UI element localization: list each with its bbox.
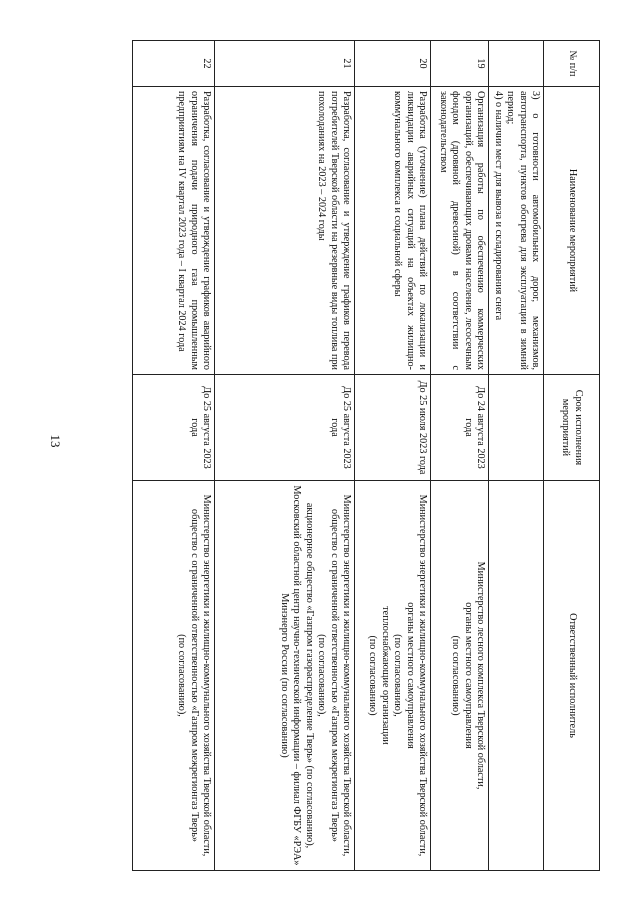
header-name: Наименование мероприятий (544, 87, 600, 375)
row-name: Разработка (уточнение) плана действий по локализации и ликвидации аварийных ситуаций на объектах жилищно-коммунального комплекса и социальной сферы (355, 87, 431, 375)
row-deadline (489, 375, 544, 481)
row-name: Разработка, согласование и утверждение графиков перевода потребителей Тверской области на резервные виды топлива при похолоданиях на 2023 – 2024 годы (215, 87, 355, 375)
row-num: 20 (355, 41, 431, 87)
table-header-row (544, 41, 600, 871)
responsible-line: Московский областной центр научно-технической информации – филиал ФГБУ «РЭА» Минэнерго России (по согласованию) (279, 485, 303, 866)
rotated-landscape-page (140, 40, 600, 870)
responsible-line: (по согласованию), (392, 634, 404, 717)
responsible-line: общество с ограниченной ответственностью «Газпром межрегионгаз Тверь» (328, 509, 340, 842)
row-deadline: До 24 августа 2023 года (431, 375, 489, 481)
responsible-line: (по согласованию), (176, 634, 188, 717)
header-deadline: Срок исполнения мероприятий (544, 375, 600, 481)
row-num: 22 (133, 41, 215, 87)
row-responsible (133, 481, 215, 871)
row-responsible (489, 481, 544, 871)
responsible-line: (по согласованию) (450, 635, 462, 716)
row-deadline: До 25 августа 2023 года (133, 375, 215, 481)
responsible-line: Министерство энергетики и жилищно-коммунального хозяйства Тверской области, (417, 494, 429, 857)
row-name (489, 87, 544, 375)
row-num (489, 41, 544, 87)
row-responsible (215, 481, 355, 871)
header-responsible: Ответственный исполнитель (544, 481, 600, 871)
row-deadline: До 25 августа 2023 года (215, 375, 355, 481)
responsible-line: органы местного самоуправления (462, 602, 474, 749)
row-responsible (355, 481, 431, 871)
name-line: 3) о готовности автомобильных дорог, механизмов, автотранспорта, пунктов обогрева для эксплуатации в зимний период; (505, 91, 541, 370)
row-name: Разработка, согласование и утверждение графиков аварийного ограничения подачи природного газа промышленным предприятиям на IV квартал 2023 года – I квартал 2024 года (133, 87, 215, 375)
row-num: 19 (431, 41, 489, 87)
table-row (133, 41, 215, 871)
table-row (489, 41, 544, 871)
responsible-line: органы местного самоуправления (404, 602, 416, 749)
row-num: 21 (215, 41, 355, 87)
responsible-line: акционерное общество «Газпром газораспределение Тверь» (по согласованию), (303, 502, 315, 849)
responsible-line: теплоснабжающие организации (379, 606, 391, 745)
row-deadline: До 25 июля 2023 года (355, 375, 431, 481)
responsible-line: общество с ограниченной ответственностью «Газпром межрегионгаз Тверь» (188, 509, 200, 842)
row-name: Организация работы по обеспечению коммерческих организаций, обеспечивающих дровами население, лесосечным фондом (дровяной древесиной) в соответствии с законодательством (431, 87, 489, 375)
responsible-line: Министерство энергетики и жилищно-коммунального хозяйства Тверской области, (201, 494, 213, 857)
name-line: 4) о наличии мест для вывоза и складирования снега (492, 91, 504, 321)
table-row (355, 41, 431, 871)
measures-table (132, 40, 600, 871)
responsible-line: (по согласованию) (367, 635, 379, 716)
responsible-line: Министерство энергетики и жилищно-коммунального хозяйства Тверской области, (341, 494, 353, 857)
row-responsible (431, 481, 489, 871)
table-row (431, 41, 489, 871)
responsible-line: (по согласованию), (316, 634, 328, 717)
responsible-line: Министерство лесного комплекса Тверской области, (475, 561, 487, 790)
table-row (215, 41, 355, 871)
header-num: № п/п (544, 41, 600, 87)
page-number: 13 (48, 434, 63, 448)
